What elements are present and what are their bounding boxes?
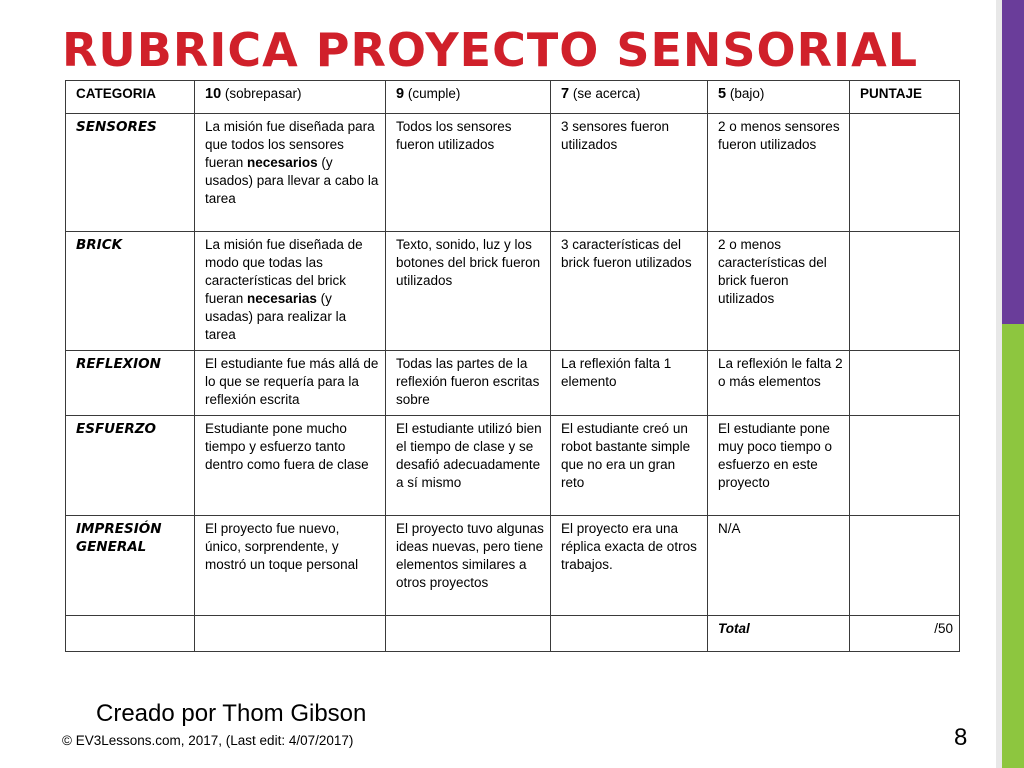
criteria-cell-7: El estudiante creó un robot bastante simple que no era un gran reto: [551, 416, 708, 516]
level-score: 5: [718, 86, 727, 102]
empty-cell: [551, 616, 708, 652]
score-cell[interactable]: [850, 232, 960, 351]
criteria-cell-10: El estudiante fue más allá de lo que se requería para la reflexión escrita: [195, 351, 386, 416]
level-score: 10: [205, 86, 222, 102]
level-label: (cumple): [407, 86, 461, 101]
criteria-cell-10: La misión fue diseñada de modo que todas las características del brick fueran necesarias (y usadas) para realizar la tarea: [195, 232, 386, 351]
criteria-cell-10: La misión fue diseñada para que todos los sensores fueran necesarios (y usados) para llevar a cabo la tarea: [195, 114, 386, 232]
criteria-cell-5: N/A: [708, 516, 850, 616]
header-categoria: CATEGORIA: [66, 81, 195, 114]
emphasis-text: necesarias: [247, 291, 317, 306]
score-cell[interactable]: [850, 351, 960, 416]
header-puntaje: PUNTAJE: [850, 81, 960, 114]
category-cell: REFLEXION: [66, 351, 195, 416]
page-number: 8: [954, 724, 968, 751]
table-row: [66, 516, 960, 616]
category-cell: ESFUERZO: [66, 416, 195, 516]
page-title: RUBRICA PROYECTO SENSORIAL: [62, 23, 919, 77]
level-label: (se acerca): [572, 86, 641, 101]
table-row: [66, 232, 960, 351]
level-score: 7: [561, 86, 570, 102]
header-level-5: [708, 81, 850, 114]
side-accent-purple: [1002, 0, 1024, 324]
category-cell: BRICK: [66, 232, 195, 351]
table-row: [66, 351, 960, 416]
header-level-10: [195, 81, 386, 114]
criteria-cell-9: El proyecto tuvo algunas ideas nuevas, pero tiene elementos similares a otros proyectos: [386, 516, 551, 616]
header-level-9: [386, 81, 551, 114]
criteria-cell-9: El estudiante utilizó bien el tiempo de clase y se desafió adecuadamente a sí mismo: [386, 416, 551, 516]
criteria-cell-7: 3 sensores fueron utilizados: [551, 114, 708, 232]
category-cell: SENSORES: [66, 114, 195, 232]
criteria-cell-9: Texto, sonido, luz y los botones del brick fueron utilizados: [386, 232, 551, 351]
table-row: [66, 114, 960, 232]
level-label: (sobrepasar): [224, 86, 302, 101]
score-cell[interactable]: [850, 416, 960, 516]
criteria-cell-5: 2 o menos sensores fueron utilizados: [708, 114, 850, 232]
table-row: [66, 416, 960, 516]
score-cell[interactable]: [850, 516, 960, 616]
criteria-cell-7: 3 características del brick fueron utilizados: [551, 232, 708, 351]
total-label: Total: [708, 616, 850, 652]
criteria-cell-10: Estudiante pone mucho tiempo y esfuerzo tanto dentro como fuera de clase: [195, 416, 386, 516]
level-label: (bajo): [729, 86, 765, 101]
empty-cell: [386, 616, 551, 652]
criteria-cell-7: La reflexión falta 1 elemento: [551, 351, 708, 416]
total-score[interactable]: /50: [850, 616, 960, 652]
creator-credit: Creado por Thom Gibson: [96, 700, 367, 727]
criteria-cell-10: El proyecto fue nuevo, único, sorprendente, y mostró un toque personal: [195, 516, 386, 616]
criteria-cell-5: El estudiante pone muy poco tiempo o esfuerzo en este proyecto: [708, 416, 850, 516]
rubric-table: [65, 80, 960, 652]
criteria-cell-9: Todos los sensores fueron utilizados: [386, 114, 551, 232]
criteria-cell-5: La reflexión le falta 2 o más elementos: [708, 351, 850, 416]
emphasis-text: necesarios: [247, 155, 318, 170]
category-cell: IMPRESIÓN GENERAL: [66, 516, 195, 616]
total-row: [66, 616, 960, 652]
empty-cell: [195, 616, 386, 652]
header-row: [66, 81, 960, 114]
score-cell[interactable]: [850, 114, 960, 232]
criteria-cell-7: El proyecto era una réplica exacta de otros trabajos.: [551, 516, 708, 616]
copyright-notice: © EV3Lessons.com, 2017, (Last edit: 4/07/2017): [62, 733, 354, 748]
empty-cell: [66, 616, 195, 652]
criteria-cell-5: 2 o menos características del brick fueron utilizados: [708, 232, 850, 351]
level-score: 9: [396, 86, 405, 102]
header-level-7: [551, 81, 708, 114]
side-accent-green: [1002, 324, 1024, 768]
criteria-cell-9: Todas las partes de la reflexión fueron escritas sobre: [386, 351, 551, 416]
